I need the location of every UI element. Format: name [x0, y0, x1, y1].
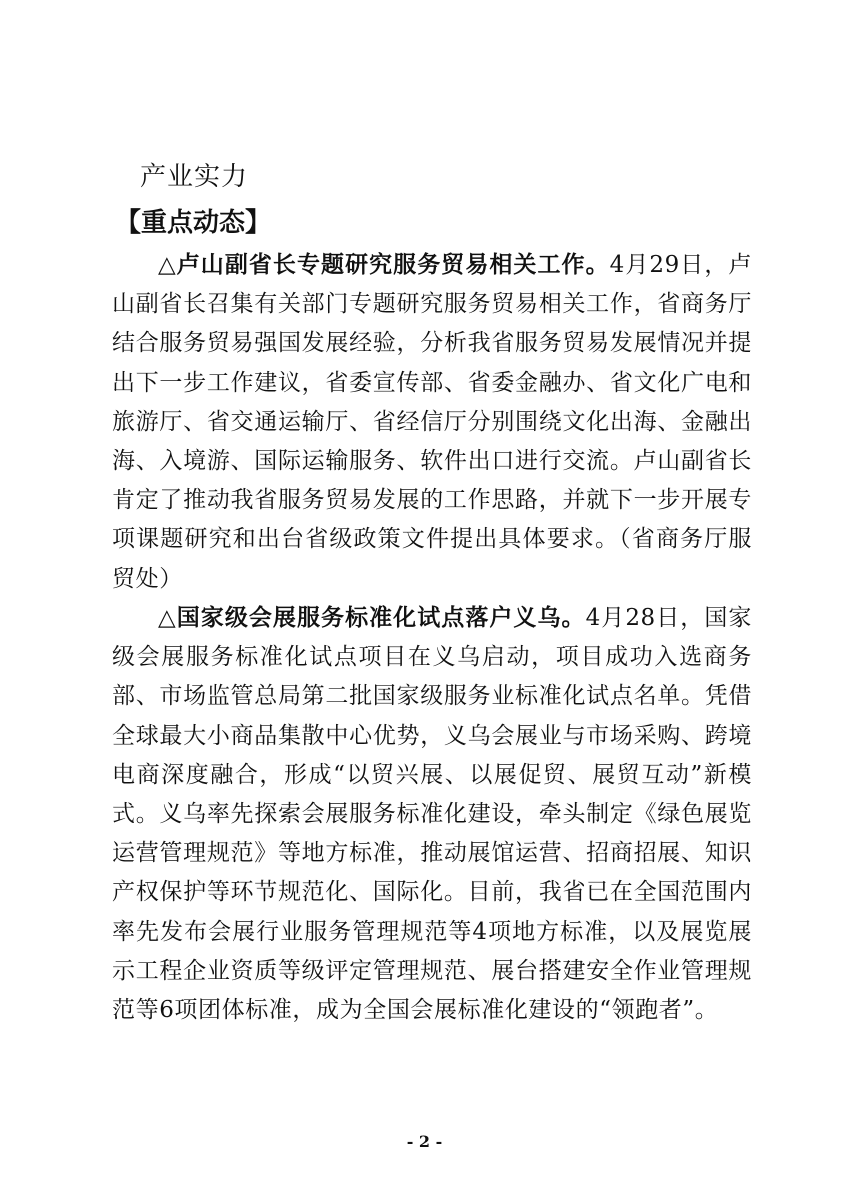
- page-number: - 2 -: [406, 1132, 443, 1151]
- article-title: △卢山副省长专题研究服务贸易相关工作。: [158, 252, 610, 278]
- article-title: △国家级会展服务标准化试点落户义乌。: [158, 605, 586, 631]
- section-heading: 【重点动态】: [115, 208, 272, 238]
- article-paragraph: [112, 246, 752, 599]
- article-body: 4月28日，国家级会展服务标准化试点项目在义乌启动，项目成功入选商务部、市场监管总局第二批国家级服务业标准化试点名单。凭借全球最大小商品集散中心优势，义乌会展业与市场采购、跨境电商深度融合，形成“以贸兴展、以展促贸、展贸互动”新模式。义乌率先探索会展服务标准化建设，牵头制定《绿色展览运营管理规范》等地方标准，推动展馆运营、招商招展、知识产权保护等环节规范化、国际化。目前，我省已在全国范围内率先发布会展行业服务管理规范等4项地方标准，以及展览展示工程企业资质等级评定管理规范、展台搭建安全作业管理规范等6项团体标准，成为全国会展标准化建设的“领跑者”。: [112, 605, 752, 1024]
- article-body: 4月29日，卢山副省长召集有关部门专题研究服务贸易相关工作，省商务厅结合服务贸易强国发展经验，分析我省服务贸易发展情况并提出下一步工作建议，省委宣传部、省委金融办、省文化广电和旅游厅、省交通运输厅、省经信厅分别围绕文化出海、金融出海、入境游、国际运输服务、软件出口进行交流。卢山副省长肯定了推动我省服务贸易发展的工作思路，并就下一步开展专项课题研究和出台省级政策文件提出具体要求。（省商务厅服贸处）: [112, 252, 752, 592]
- article-paragraph: [112, 599, 752, 1030]
- category-title: 产业实力: [140, 162, 249, 192]
